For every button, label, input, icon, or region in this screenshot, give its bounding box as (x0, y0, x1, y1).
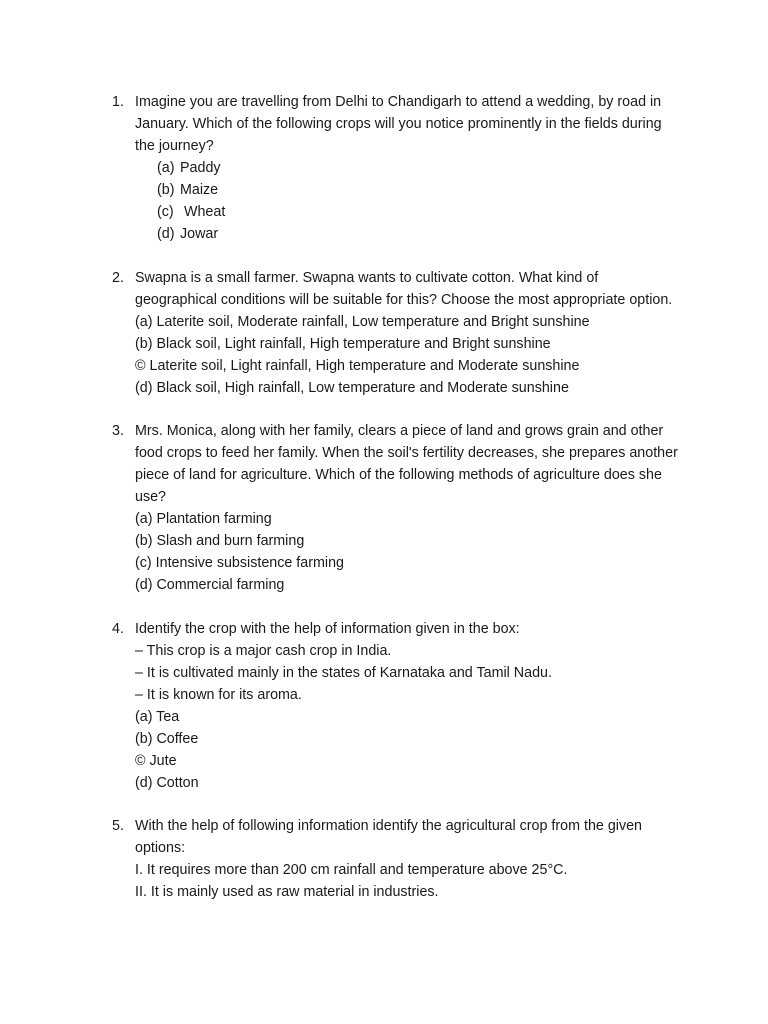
option-text: Maize (180, 182, 219, 198)
question-text: Imagine you are travelling from Delhi to Chandigarh to attend a wedding, by road in January. Which of the following crops will you notice prominently in the fields during the journey? (135, 94, 662, 154)
question-number: 3. (112, 423, 124, 439)
question-number: 1. (112, 94, 124, 110)
info-line: II. It is mainly used as raw material in industries. (135, 884, 439, 900)
option-b: (b) Slash and burn farming (135, 533, 305, 549)
question-5 (112, 815, 682, 903)
info-line: I. It requires more than 200 cm rainfall and temperature above 25°C. (135, 862, 568, 878)
option-text: Wheat (180, 204, 226, 220)
option-c (135, 201, 682, 223)
option-c: © Jute (135, 752, 177, 769)
option-c: (c) Intensive subsistence farming (135, 555, 344, 571)
question-body (135, 91, 682, 245)
question-body (135, 618, 682, 794)
question-number: 4. (112, 620, 124, 637)
question-list (112, 91, 682, 925)
option-d (135, 223, 682, 245)
question-text: With the help of following information identify the agricultural crop from the given options: (135, 818, 643, 856)
info-line: – It is cultivated mainly in the states of Karnataka and Tamil Nadu. (135, 664, 552, 681)
info-line: – It is known for its aroma. (135, 686, 302, 703)
question-body (135, 815, 682, 903)
question-body (135, 420, 682, 596)
option-label: (a) (157, 160, 175, 176)
option-text: Jowar (180, 226, 219, 242)
option-c: © Laterite soil, Light rainfall, High temperature and Moderate sunshine (135, 357, 580, 374)
question-text: Identify the crop with the help of information given in the box: (135, 620, 520, 637)
option-a (135, 157, 682, 179)
option-a: (a) Plantation farming (135, 511, 272, 527)
option-label: (b) (157, 182, 175, 198)
option-b: (b) Black soil, Light rainfall, High temperature and Bright sunshine (135, 335, 551, 352)
question-text: Mrs. Monica, along with her family, clears a piece of land and grows grain and other food crops to feed her family. When the soil's fertility decreases, she prepares another piece of land for agriculture. Which of the following methods of agriculture does she use? (135, 423, 678, 505)
question-number: 5. (112, 818, 124, 834)
option-b: (b) Coffee (135, 730, 199, 747)
option-a: (a) Laterite soil, Moderate rainfall, Low temperature and Bright sunshine (135, 313, 590, 330)
option-d: (d) Commercial farming (135, 577, 285, 593)
option-d: (d) Black soil, High rainfall, Low temperature and Moderate sunshine (135, 379, 569, 396)
question-text: Swapna is a small farmer. Swapna wants to cultivate cotton. What kind of geographical conditions will be suitable for this? Choose the most appropriate option. (135, 269, 673, 308)
question-number: 2. (112, 269, 124, 286)
question-1 (112, 91, 682, 245)
option-d: (d) Cotton (135, 774, 199, 791)
question-2 (112, 267, 682, 399)
option-a: (a) Tea (135, 708, 180, 725)
question-body (135, 267, 682, 399)
option-label: (c) (157, 204, 174, 220)
option-text: Paddy (180, 160, 221, 176)
option-label: (d) (157, 226, 175, 242)
info-line: – This crop is a major cash crop in India. (135, 642, 392, 659)
option-b (135, 179, 682, 201)
question-3 (112, 420, 682, 596)
question-4 (112, 618, 682, 794)
